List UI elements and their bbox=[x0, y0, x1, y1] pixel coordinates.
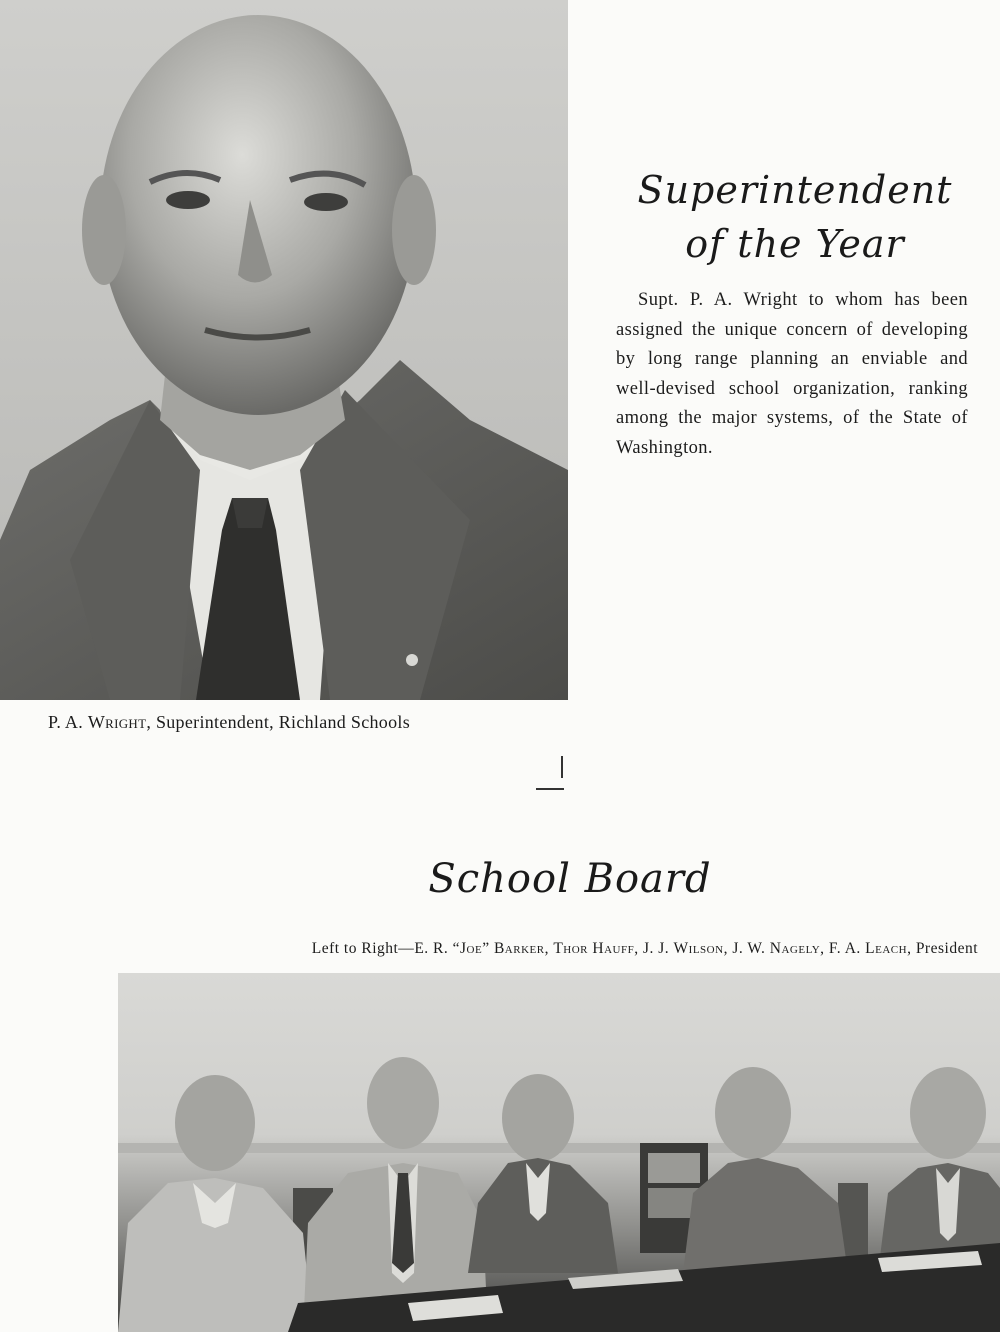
caption-initials: P. A. bbox=[48, 712, 88, 732]
school-board-caption bbox=[312, 940, 978, 958]
member-3-name: Wilson bbox=[673, 940, 724, 957]
caption-title: , Superintendent, Richland Schools bbox=[146, 712, 411, 732]
caption-separator: , bbox=[723, 940, 733, 957]
school-board-photo bbox=[118, 973, 1000, 1332]
caption-prefix: Left to Right— bbox=[311, 940, 415, 957]
superintendent-portrait-photo bbox=[0, 0, 568, 700]
caption-separator: , bbox=[907, 940, 916, 957]
school-board-illustration bbox=[118, 973, 1000, 1332]
member-4-name: Nagely bbox=[769, 940, 821, 957]
caption-separator: , bbox=[634, 940, 643, 957]
portrait-caption bbox=[48, 712, 410, 733]
caption-suffix: President bbox=[915, 940, 978, 957]
member-2-name: Thor Hauff bbox=[553, 940, 635, 957]
member-1-name: “Joe” Barker bbox=[452, 940, 545, 957]
caption-separator: , bbox=[544, 940, 554, 957]
superintendent-portrait-illustration bbox=[0, 0, 568, 700]
member-5-initials: F. A. bbox=[828, 940, 866, 957]
divider-mark-vertical bbox=[561, 756, 563, 778]
superintendent-heading-line1: Superintendent bbox=[637, 168, 953, 213]
member-5-name: Leach bbox=[865, 940, 908, 957]
member-3-initials: J. J. bbox=[642, 940, 674, 957]
divider-mark-horizontal bbox=[536, 788, 564, 790]
superintendent-bio: Supt. P. A. Wright to whom has been assigned the unique concern of developing by long range planning an enviable and well-devised school organization, ranking among the major systems, of the State of Washington. bbox=[616, 290, 968, 458]
caption-name: Wright bbox=[87, 712, 147, 732]
member-1-initials: E. R. bbox=[414, 940, 453, 957]
school-board-heading: School Board bbox=[428, 856, 712, 903]
superintendent-heading-line2: of the Year bbox=[685, 222, 905, 267]
superintendent-heading bbox=[610, 163, 980, 271]
member-4-initials: J. W. bbox=[732, 940, 770, 957]
caption-separator: , bbox=[820, 940, 829, 957]
